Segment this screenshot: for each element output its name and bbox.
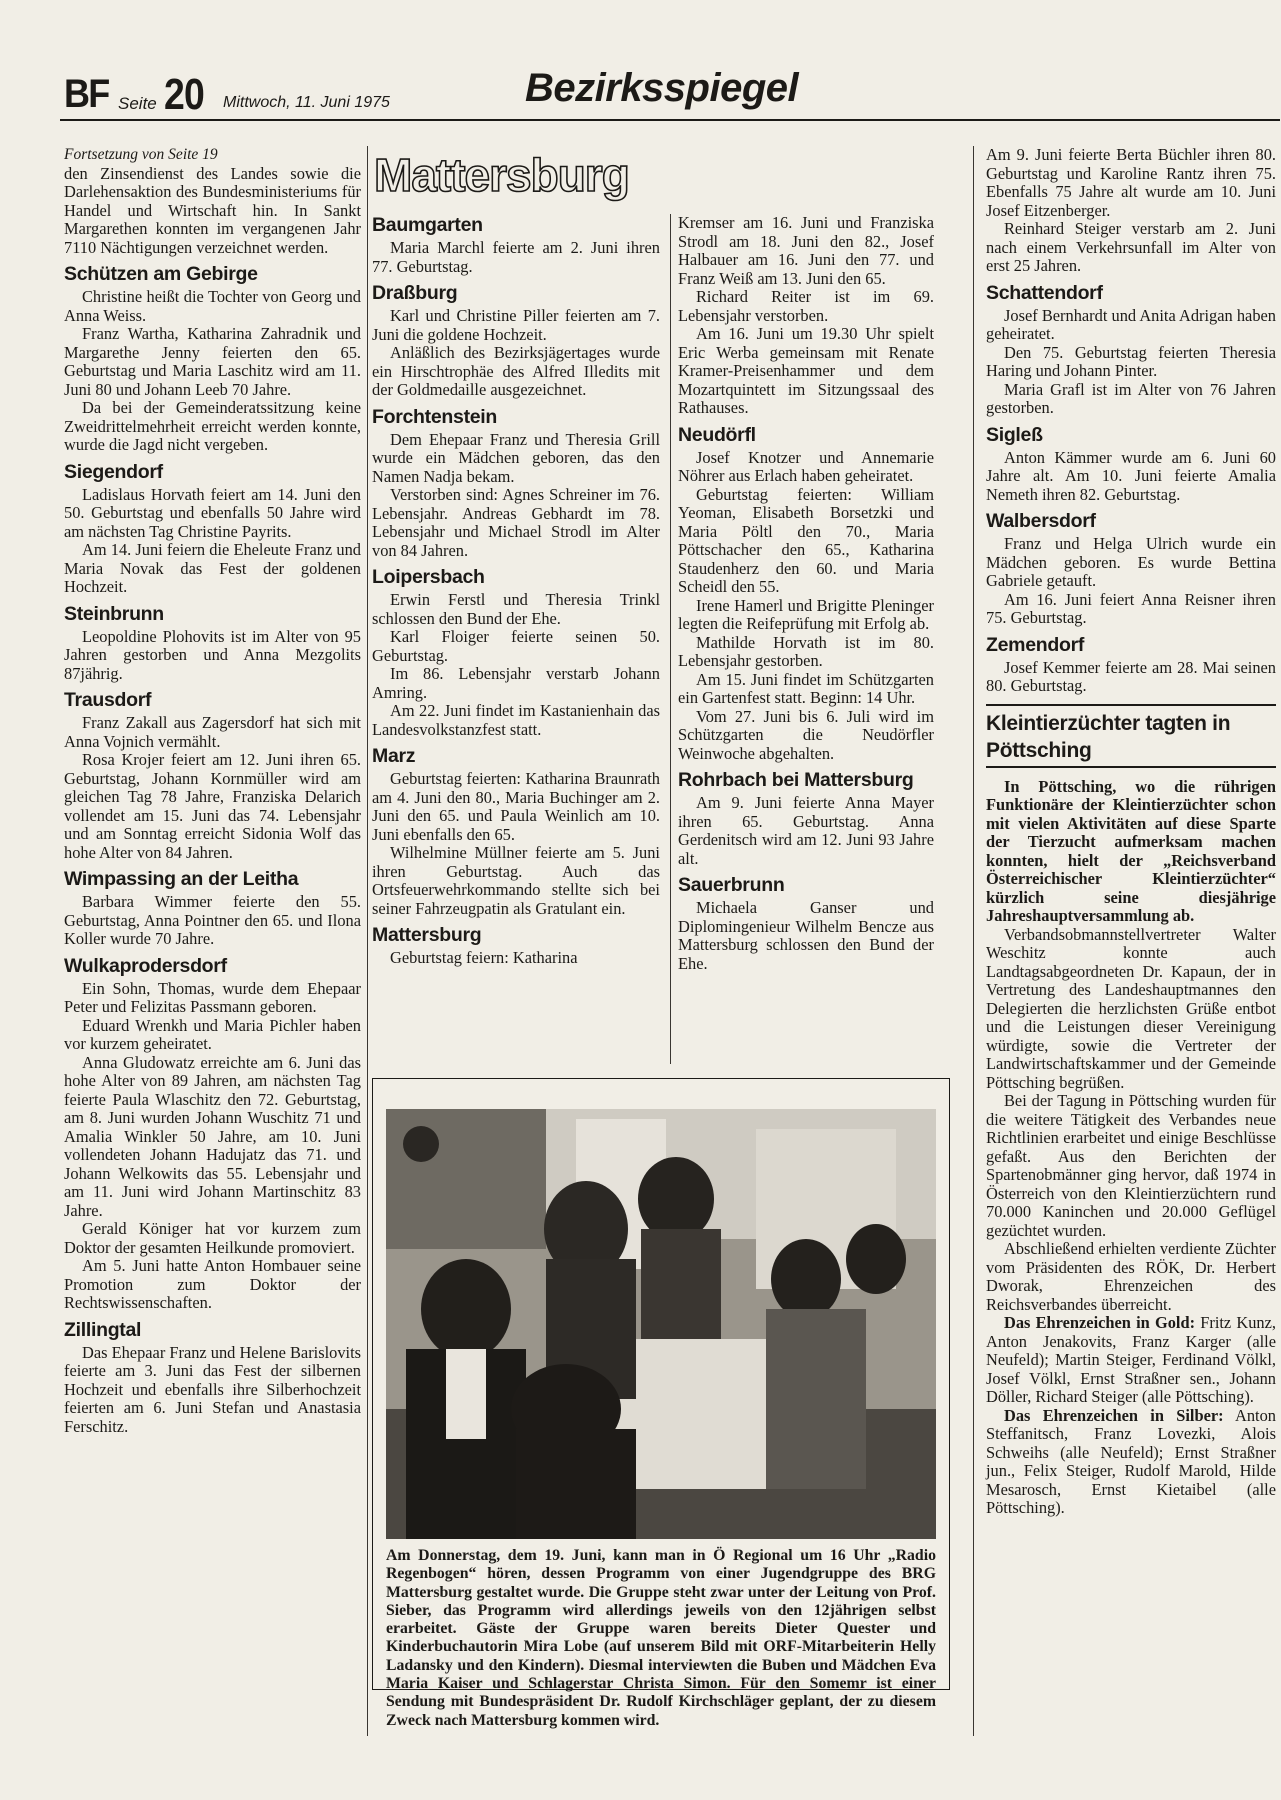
section-title: Bezirksspiegel (525, 66, 799, 110)
town-heading: Steinbrunn (64, 602, 164, 625)
town-heading: Forchtenstein (372, 405, 498, 428)
column-1 (64, 146, 361, 1436)
article-paragraph: Da bei der Gemeinderatssitzung keine Zweidrittelmehrheit erreicht werden konnte, wurde die Jagd nicht vergeben. (64, 398, 361, 454)
article-lead: In Pöttsching, wo die rührigen Funktionäre der Kleintierzüchter schon mit vielen Aktivitäten auf diese Sparte der Tierzucht aufmerksam machen konnten, hielt der „Reichsverband Österreichischer Kleintierzüchter“ kürzlich seine diesjährige Jahreshauptversammlung ab. (986, 776, 1276, 925)
article-paragraph: Anton Kämmer wurde am 6. Juni 60 Jahre alt. Am 10. Juni feierte Amalia Nemeth ihren 82. Geburtstag. (986, 447, 1276, 504)
article-paragraph: Franz Wartha, Katharina Zahradnik und Margarethe Jenny feierten den 65. Geburtstag und Maria Laschitz wird am 11. Juni 80 und Johann Leeb 70 Jahre. (64, 324, 361, 399)
article-paragraph: Eduard Wrenkh und Maria Pichler haben vor kurzem geheiratet. (64, 1015, 361, 1053)
town-heading: Wulkaprodersdorf (64, 954, 227, 977)
town-heading: Wimpassing an der Leitha (64, 868, 299, 890)
photo-illustration (386, 1109, 936, 1539)
article-paragraph: Am 16. Juni um 19.30 Uhr spielt Eric Werba gemeinsam mit Renate Kramer-Preisenhammer und dem Mozartquintett im Sitzungssaal des Rathauses. (678, 324, 934, 417)
article-paragraph: Rosa Krojer feiert am 12. Juni ihren 65. Geburtstag, Johann Kornmüller wird am gleichen Tag 78 Jahre, Franziska Delarich vollendet am 15. Juni das 74. Lebensjahr und am Sonntag erreicht Sidonia Wolf das hohe Alter von 84 Jahren. (64, 750, 361, 862)
article-paragraph: Mathilde Horvath ist im 80. Lebensjahr gestorben. (678, 632, 934, 670)
masthead (60, 62, 1280, 118)
article-paragraph: Maria Grafl ist im Alter von 76 Jahren gestorben. (986, 379, 1276, 417)
article-paragraph: Ein Sohn, Thomas, wurde dem Ehepaar Peter und Felizitas Passmann geboren. (64, 978, 361, 1016)
town-heading: Rohrbach bei Mattersburg (678, 769, 914, 791)
article-paragraph: Barbara Wimmer feierte den 55. Geburtstag, Anna Pointner den 65. und Ilona Koller wurde 70 Jahre. (64, 892, 361, 948)
group-photo (386, 1109, 936, 1539)
article-paragraph: Anna Gludowatz erreichte am 6. Juni das hohe Alter von 89 Jahren, am nächsten Tag feierte Paula Wlaschitz den 72. Geburtstag, am 8. Juni wurden Johann Wuschitz 71 und Amalia Winkler 50 Jahre, am 10. Juni vollendeten Johann Hadujatz das 71. und Johann Welkowits das 55. Lebensjahr und am 11. Juni wird Johann Martinschitz 83 Jahre. (64, 1052, 361, 1220)
column-3 (678, 214, 934, 973)
district-title: Mattersburg (374, 149, 629, 201)
article-paragraph: Am 14. Juni feiern die Eheleute Franz und Maria Novak das Fest der goldenen Hochzeit. (64, 540, 361, 596)
article-paragraph: Richard Reiter ist im 69. Lebensjahr verstorben. (678, 287, 934, 325)
award-list-silver (986, 1407, 1276, 1518)
column-2 (372, 214, 660, 968)
article-headline: Kleintierzüchter tagten in Pöttsching (986, 704, 1276, 768)
award-gold-label: Das Ehrenzeichen in Gold: (1004, 1313, 1196, 1332)
article-paragraph: Wilhelmine Müllner feierte am 5. Juni ihren Geburtstag. Auch das Ortsfeuerwehrkommando stellte sich bei seiner Fahrzeugpatin als Gratulant ein. (372, 843, 660, 918)
town-heading: Siegendorf (64, 460, 163, 483)
article-paragraph: Leopoldine Plohovits ist im Alter von 95 Jahren gestorben und Anna Mezgolits 87jährig. (64, 626, 361, 683)
town-heading: Neudörfl (678, 423, 756, 446)
publication-logo: BF (64, 72, 109, 116)
article-paragraph: Verstorben sind: Agnes Schreiner im 76. Lebensjahr. Andreas Gebhardt im 78. Lebensjahr und Michael Strodl im Alter von 84 Jahren. (372, 485, 660, 560)
article-paragraph: Abschließend erhielten verdiente Züchter vom Präsidenten des RÖK, Dr. Herbert Dworak, Ehrenzeichen des Reichsverbandes überreicht. (986, 1239, 1276, 1314)
article-paragraph: Gerald Königer hat vor kurzem zum Doktor der gesamten Heilkunde promoviert. (64, 1219, 361, 1257)
article-paragraph: Anläßlich des Bezirksjägertages wurde ein Hirschtrophäe des Alfred Illedits mit der Goldmedaille ausgezeichnet. (372, 343, 660, 399)
page-number: 20 (164, 70, 204, 119)
award-silver-names: Anton Steffanitsch, Franz Lovezki, Alois Schweihs (alle Neufeld); Ernst Straßner jun., Felix Steiger, Rudolf Marold, Hilde Mesarosch, Ernst Kietaibel (alle Pöttsching). (986, 1405, 1276, 1517)
column-4 (986, 146, 1276, 1518)
article-paragraph: Maria Marchl feierte am 2. Juni ihren 77. Geburtstag. (372, 238, 660, 276)
issue-date: Mittwoch, 11. Juni 1975 (223, 94, 390, 111)
article-paragraph: Josef Kemmer feierte am 28. Mai seinen 80. Geburtstag. (986, 657, 1276, 695)
masthead-rule (60, 119, 1280, 121)
article-paragraph: Im 86. Lebensjahr verstarb Johann Amring. (372, 664, 660, 702)
article-paragraph: Geburtstag feiern: Katharina (390, 948, 578, 967)
article-paragraph: den Zinsendienst des Landes sowie die Darlehensaktion des Bundesministeriums für Handel und Wirtschaft hin. In Sankt Margarethen konnten im vergangenen Jahr 7110 Nächtigungen verzeichnet werden. (64, 163, 361, 257)
article-paragraph: Geburtstag feierten: William Yeoman, Elisabeth Borsetzki und Maria Pöltl den 70., Maria Pöttschacher den 65., Katharina Staudenherz den 60. und Maria Scheidl den 55. (678, 484, 934, 596)
town-heading: Marz (372, 745, 416, 767)
article-paragraph: Am 9. Juni feierte Anna Mayer ihren 65. Geburtstag. Anna Gerdenitsch wird am 12. Juni 93 Jahre alt. (678, 793, 934, 868)
article-paragraph: Karl Floiger feierte seinen 50. Geburtstag. (372, 627, 660, 665)
article-paragraph: Dem Ehepaar Franz und Theresia Grill wurde ein Mädchen geboren, das den Namen Nadja bekam. (372, 429, 660, 486)
award-gold-names: Fritz Kunz, Anton Jenakovits, Franz Karger (alle Neufeld); Martin Steiger, Ferdinand Völkl, Josef Völkl, Ernst Straßner sen., Johann Döller, Richard Steiger (alle Pöttsching). (986, 1313, 1277, 1406)
article-paragraph: Am 5. Juni hatte Anton Hombauer seine Promotion zum Doktor der Rechtswissenschaften. (64, 1256, 361, 1312)
article-paragraph: Reinhard Steiger verstarb am 2. Juni nach einem Verkehrsunfall im Alter von erst 25 Jahren. (986, 219, 1276, 275)
article-paragraph: Karl und Christine Piller feierten am 7. Juni die goldene Hochzeit. (372, 306, 660, 344)
article-paragraph: Vom 27. Juni bis 6. Juli wird im Schützgarten die Neudörfler Weinwoche abgehalten. (678, 706, 934, 763)
article-paragraph: Das Ehepaar Franz und Helene Barislovits feierte am 3. Juni das Fest der silbernen Hochzeit und ebenfalls ihre Silberhochzeit feierten am 6. Juni Stefan und Anastasia Ferschitz. (64, 1342, 362, 1436)
column-divider (973, 146, 974, 1736)
article-paragraph: Franz Zakall aus Zagersdorf hat sich mit Anna Vojnich vermählt. (64, 713, 361, 751)
town-heading: Schützen am Gebirge (64, 263, 258, 285)
award-silver-label: Das Ehrenzeichen in Silber: (1004, 1405, 1224, 1425)
article-paragraph: Am 16. Juni feiert Anna Reisner ihren 75. Geburtstag. (986, 589, 1276, 627)
article-paragraph: Josef Bernhardt und Anita Adrigan haben geheiratet. (986, 305, 1276, 343)
article-paragraph: Am 22. Juni findet im Kastanienhain das Landesvolkstanzfest statt. (372, 701, 660, 739)
town-heading: Walbersdorf (986, 510, 1096, 532)
photo-caption: Am Donnerstag, dem 19. Juni, kann man in Ö Regional um 16 Uhr „Radio Regenbogen“ hören, dessen Programm von einer Jugendgruppe des BRG Mattersburg gestaltet wurde. Die Gruppe steht zwar unter der Leitung von Prof. Sieber, das Programm wird allerdings jeweils von den 12jährigen selbst erarbeitet. Gäste der Gruppe waren bereits Dieter Quester und Kinderbuchautorin Mira Lobe (auf unserem Bild mit ORF-Mitarbeiterin Helly Ladansky und den Kindern). Diesmal interviewten die Buben und Mädchen Eva Maria Kaiser und Schlagerstar Christa Simon. Für den Somemr ist einer Sendung mit Bundespräsident Dr. Rudolf Kirchschläger geplant, der zu diesem Zweck nach Mattersburg kommen wird. (386, 1547, 936, 1729)
article-paragraph: Josef Knotzer und Annemarie Nöhrer aus Erlach haben geheiratet. (678, 447, 934, 485)
column-divider (670, 214, 671, 1064)
award-list-gold (986, 1314, 1276, 1407)
column-divider (367, 146, 368, 1736)
article-paragraph: Am 15. Juni findet im Schützgarten ein Gartenfest statt. Beginn: 14 Uhr. (678, 669, 934, 707)
town-heading: Zillingtal (64, 1318, 142, 1341)
article-paragraph: Am 9. Juni feierte Berta Büchler ihren 80. Geburtstag und Karoline Rantz ihren 75. Ebenfalls 75 Jahre alt wurde am 10. Juni Josef Eitzenberger. (986, 145, 1276, 220)
town-heading: Sigleß (986, 423, 1043, 446)
town-heading: Baumgarten (372, 214, 483, 236)
town-heading: Sauerbrunn (678, 874, 785, 896)
article-paragraph: Verbandsobmannstellvertreter Walter Weschitz konnte auch Landtagsabgeordneten Dr. Kapaun, der in Vertretung des Landeshauptmannes den Delegierten die herzlichsten Grüße entbot und die Leistungen dieser Vereinigung würdigte, sowie die Vertreter der Landwirtschaftskammer und der Gemeinde Pöttsching begrüßen. (986, 924, 1276, 1092)
town-heading: Zemendorf (986, 633, 1085, 656)
article-paragraph: Kremser am 16. Juni und Franziska Strodl am 18. Juni den 82., Josef Halbauer am 16. Juni den 77. und Franz Weiß am 13. Juni den 65. (678, 213, 934, 288)
article-paragraph: Geburtstag feierten: Katharina Braunrath am 4. Juni den 80., Maria Buchinger am 2. Juni den 65. und Paula Weinlich am 10. Juni ebenfalls den 65. (372, 769, 660, 844)
town-heading: Trausdorf (64, 689, 152, 711)
continued-from-note: Fortsetzung von Seite 19 (64, 146, 218, 163)
article-paragraph: Ladislaus Horvath feiert am 14. Juni den 50. Geburtstag und ebenfalls 50 Jahre wird am nächsten Tag Christine Payrits. (64, 484, 361, 541)
article-paragraph: Franz und Helga Ulrich wurde ein Mädchen geboren. Es wurde Bettina Gabriele getauft. (986, 534, 1276, 590)
town-heading: Loipersbach (372, 566, 485, 588)
article-paragraph: Erwin Ferstl und Theresia Trinkl schlossen den Bund der Ehe. (372, 590, 660, 628)
article-paragraph: Irene Hamerl und Brigitte Pleninger legten die Reifeprüfung mit Erfolg ab. (678, 595, 934, 633)
town-heading: Schattendorf (986, 281, 1103, 304)
page-label: Seite (118, 94, 157, 113)
article-paragraph: Christine heißt die Tochter von Georg und Anna Weiss. (64, 287, 361, 325)
photo-box (372, 1078, 950, 1729)
town-heading: Mattersburg (372, 924, 482, 946)
article-paragraph: Den 75. Geburtstag feierten Theresia Haring und Johann Pinter. (986, 342, 1276, 380)
town-heading: Draßburg (372, 282, 458, 304)
article-paragraph: Bei der Tagung in Pöttsching wurden für die weitere Tätigkeit des Verbandes neue Richtlinien erarbeitet und einige Beschlüsse gefaßt. Aus den Berichten der Spartenobmänner ging hervor, daß 1974 in Österreich von den Kleintierzüchtern rund 70.000 Kaninchen und 20.000 Geflügel gezüchtet wurden. (986, 1091, 1276, 1240)
article-paragraph: Michaela Ganser und Diplomingenieur Wilhelm Bencze aus Mattersburg schlossen den Bund der Ehe. (678, 898, 934, 973)
